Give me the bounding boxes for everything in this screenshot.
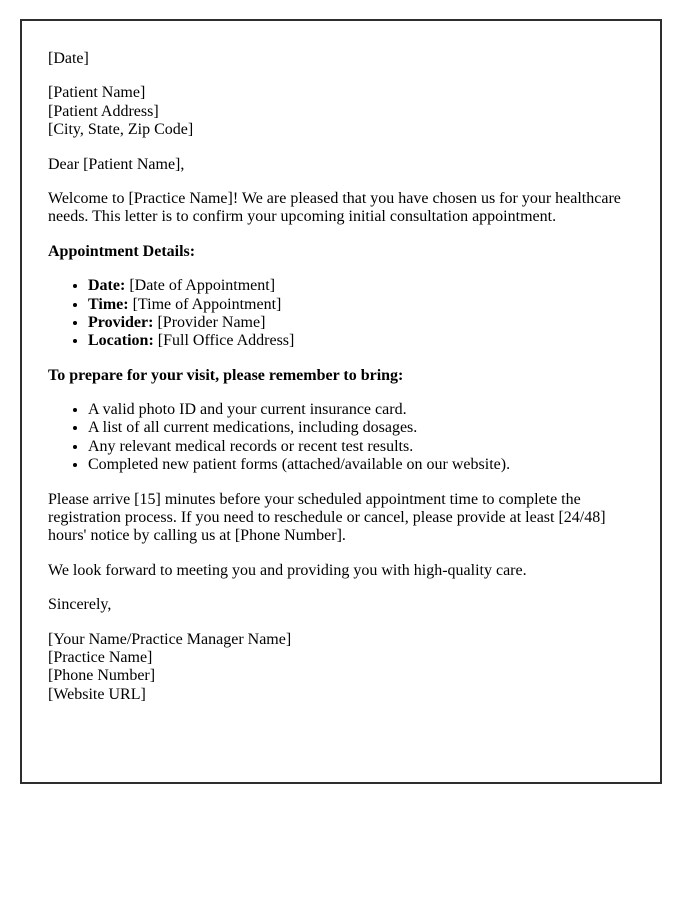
- appointment-item-label: Location:: [88, 332, 154, 350]
- prepare-item: • Completed new patient forms (attached/available on our website).: [88, 456, 634, 474]
- date-placeholder: [Date]: [48, 50, 89, 67]
- signoff: Sincerely,: [48, 596, 112, 614]
- prepare-item: • A valid photo ID and your current insurance card.: [88, 401, 634, 419]
- letter-page: [20, 19, 662, 784]
- intro-paragraph: Welcome to [Practice Name]! We are pleased that you have chosen us for your healthcare needs. This letter is to confirm your upcoming initial consultation appointment.: [48, 189, 621, 226]
- prepare-items-list: [48, 401, 634, 475]
- appointment-item-location: [88, 332, 634, 350]
- appointment-item-time: [88, 296, 634, 314]
- signature-block: [48, 631, 634, 705]
- appointment-item-value: [Provider Name]: [157, 313, 266, 331]
- appointment-item-date: [88, 277, 634, 295]
- recipient-address-block: [48, 84, 634, 139]
- signature-name-line: [Your Name/Practice Manager Name]: [48, 630, 292, 648]
- appointment-details-heading: Appointment Details:: [48, 242, 196, 260]
- prepare-heading: To prepare for your visit, please remember to bring:: [48, 366, 404, 384]
- appointment-item-label: Provider:: [88, 313, 154, 331]
- signature-phone-line: [Phone Number]: [48, 667, 156, 685]
- signature-website-line: [Website URL]: [48, 685, 146, 703]
- prepare-item: • Any relevant medical records or recent test results.: [88, 438, 634, 456]
- signature-practice-line: [Practice Name]: [48, 648, 153, 666]
- appointment-item-value: [Time of Appointment]: [132, 295, 282, 313]
- appointment-item-provider: [88, 314, 634, 332]
- recipient-city-line: [City, State, Zip Code]: [48, 121, 194, 139]
- recipient-address-line: [Patient Address]: [48, 102, 159, 120]
- closing-paragraph: We look forward to meeting you and providing you with high-quality care.: [48, 561, 527, 579]
- prepare-item: • A list of all current medications, including dosages.: [88, 419, 634, 437]
- appointment-item-label: Time:: [88, 295, 129, 313]
- salutation: Dear [Patient Name],: [48, 155, 185, 173]
- appointment-item-label: Date:: [88, 277, 126, 295]
- recipient-name-line: [Patient Name]: [48, 84, 146, 102]
- arrival-paragraph: Please arrive [15] minutes before your scheduled appointment time to complete the registration process. If you need to reschedule or cancel, please provide at least [24/48] hours' notice by calling us at [Phone Number].: [48, 490, 606, 545]
- appointment-item-value: [Full Office Address]: [157, 332, 295, 350]
- appointment-details-list: [48, 277, 634, 351]
- appointment-item-value: [Date of Appointment]: [129, 277, 276, 295]
